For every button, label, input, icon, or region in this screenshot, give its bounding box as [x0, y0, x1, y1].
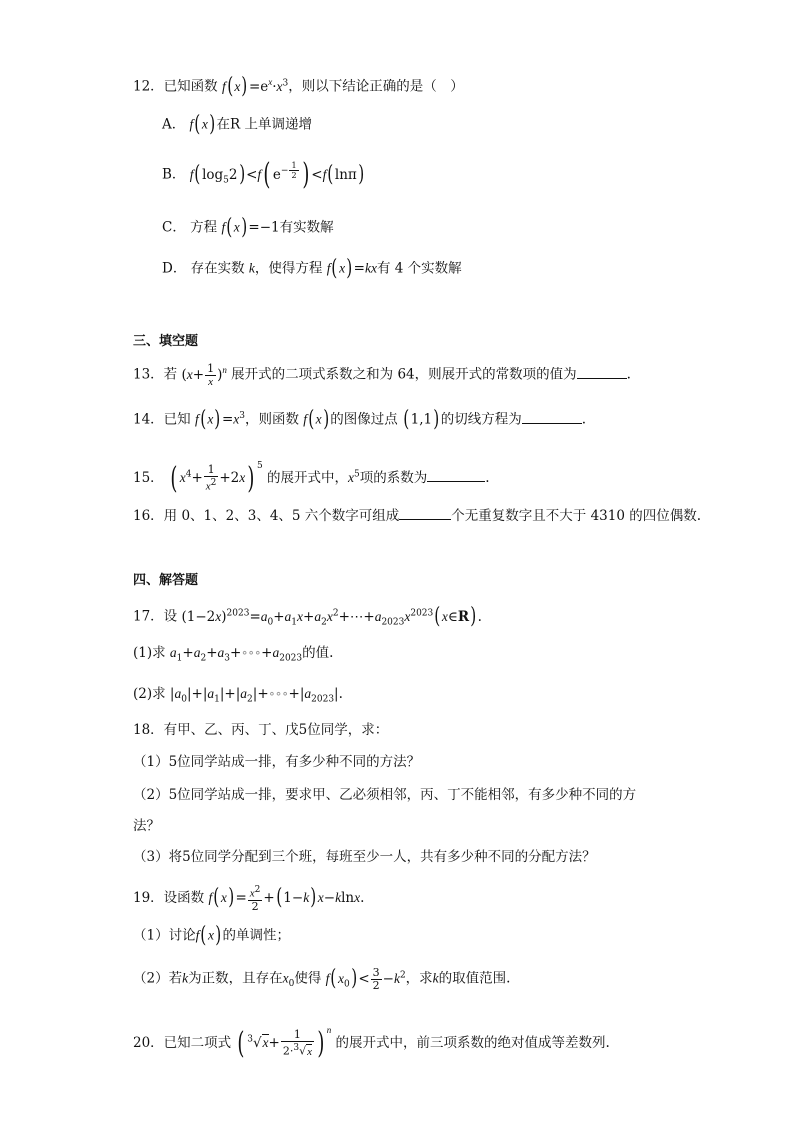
option-label: D．	[162, 260, 187, 277]
q15-text-b: 的展开式中，	[267, 470, 349, 486]
q19-part2: （2）若k为正数，且存在$x_0$使得 $f(x_0)<$ $\frac{3}{2}$ $-k^2$，求k的取值范围.	[133, 965, 511, 992]
q18-part2: （2）5位同学站成一排，要求甲、乙必须相邻，丙、丁不能相邻，有多少种不同的方	[133, 787, 637, 803]
q17-part1	[133, 643, 333, 669]
answer-blank[interactable]	[577, 364, 627, 379]
option-c-text-tail: 有实数解	[279, 219, 334, 236]
q13-text-tail: 展开式的二项式系数之和为 64，则展开式的常数项的值为	[231, 366, 577, 383]
q19-part2-tail: 的取值范围.	[438, 970, 511, 987]
q13-end: .	[626, 366, 631, 383]
q17-text: 17．设	[133, 608, 178, 625]
q16-text-tail: 个无重复数字且不大于 4310 的四位偶数.	[451, 508, 702, 524]
q20-text: 20．已知二项式	[133, 1035, 232, 1051]
q20-formula: ( $^3$√x+ $\frac{1}{2\cdot^3√x}$ ) $^n$	[237, 1025, 332, 1061]
q13	[133, 360, 631, 388]
q15: 15． ( $x^4+$ $\frac{1}{x^2}$ +2x) $^5$ 的展开式中，$x^5$项的系数为 .	[133, 460, 490, 496]
q17-part2-formula: $|a_0|+|a_1|+|a_2|+\circ\circ\circ+|a_{2023}|$	[169, 686, 339, 705]
q15-text: 15．	[133, 470, 164, 486]
q12-option-c: C． 方程 f(x)=−1有实数解	[162, 215, 334, 240]
option-label: A．	[162, 116, 186, 133]
q15-end: .	[485, 470, 490, 486]
q19-text: 19．设函数	[133, 889, 205, 906]
q16	[133, 505, 701, 526]
q19-part2-text-d: ，求	[405, 970, 433, 987]
q13-formula: (x+ $\frac{1}{x}$ )$^n$	[181, 361, 227, 388]
q18-stem: 18．有甲、乙、丙、丁、戊5位同学，求：	[133, 722, 389, 738]
q17-part1-text: (1)求	[133, 645, 166, 661]
q19-part2-text: （2）若	[133, 970, 183, 987]
q14-text: 14．已知	[133, 411, 191, 428]
option-d-text-tail: 有 4 个实数解	[376, 260, 462, 277]
q19-part1-tail: 的单调性；	[222, 927, 291, 944]
q15-text-c: 项的系数为	[359, 470, 428, 486]
q14-text-c: 的图像过点	[330, 411, 398, 428]
q17-part1-tail: 的值.	[302, 645, 334, 661]
q19-part2-text-c: 使得	[294, 970, 322, 987]
option-d-text: 存在实数	[190, 260, 245, 277]
answer-blank[interactable]	[522, 409, 582, 424]
q12-option-a: A． f(x)在R 上单调递增	[162, 112, 312, 137]
q17-part2-tail: .	[338, 686, 343, 702]
option-label: B．	[162, 166, 186, 183]
q17-part2-text: (2)求	[133, 686, 166, 702]
q19-formula: f(x)= $\frac{x^2}{2}$ +(1−k)x−klnx.	[208, 885, 365, 913]
q18-part1: （1）5位同学站成一排，有多少种不同的方法？	[133, 754, 421, 770]
option-b-formula: $f(\log_52)<f$( $e^{- \frac{1}{2}}$ ) <f(lnπ)	[189, 157, 365, 192]
q15-formula: ( $x^4+$ $\frac{1}{x^2}$ +2x) $^5$	[170, 460, 263, 496]
option-label: C．	[162, 219, 186, 236]
q18-part2-cont: 法？	[133, 818, 160, 834]
q20-stem	[133, 1020, 610, 1059]
q12-stem	[133, 72, 464, 98]
q19-stem	[133, 884, 364, 913]
answer-blank[interactable]	[399, 505, 451, 520]
q16-text: 16．用 0、1、2、3、4、5 六个数字可组成	[133, 508, 400, 524]
q17-stem	[133, 603, 482, 632]
q20-text-tail: 的展开式中，前三项系数的绝对值成等差数列.	[335, 1035, 610, 1051]
q19-part1-text: （1）讨论	[133, 927, 196, 944]
q18-part3: （3）将5位同学分配到三个班，每班至少一人，共有多少种不同的分配方法？	[133, 849, 596, 865]
q12-option-d: D． 存在实数 k，使得方程 f(x)=kx有 4 个实数解	[162, 256, 462, 281]
q19-part2-formula: $f(x_0)<$ $\frac{3}{2}$ $-k^2$	[325, 965, 406, 992]
q17-formula: $(1-2x)^{2023}=a_0+a_1x+a_2x^2+\cdots+a_{2023}x^{2023}(x\in R)$.	[181, 604, 482, 629]
option-c-text: 方程	[190, 219, 218, 236]
option-d-text-mid: ，使得方程	[254, 260, 323, 277]
option-a-text: 在R 上单调递增	[216, 116, 312, 133]
q17-part1-formula: $a_1+a_2+a_3+\circ\circ\circ+a_{2023}$	[169, 645, 303, 664]
q19-part1: （1）讨论f(x)的单调性；	[133, 923, 291, 948]
section-title-solutions: 四、解答题	[133, 573, 199, 588]
q12-option-b	[162, 157, 365, 192]
q19-part2-text-b: 为正数，且存在	[188, 970, 283, 987]
q14-text-b: ，则函数	[244, 411, 299, 428]
q12-stem-text: 12．已知函数	[133, 78, 218, 95]
q12-stem-tail: ，则以下结论正确的是（ ）	[288, 78, 464, 95]
answer-blank[interactable]	[427, 467, 485, 482]
q14-text-d: 的切线方程为	[440, 411, 522, 428]
q14: 14．已知 $f(x)=x^3$，则函数 f(x)的图像过点 (1,1)的切线方程为 .	[133, 407, 586, 432]
section-title-fill-in: 三、填空题	[133, 334, 199, 349]
q13-text: 13．若	[133, 366, 178, 383]
q12-formula: $f(x)=e^x\cdot x^3$	[221, 74, 289, 99]
q17-part2	[133, 684, 343, 710]
q14-end: .	[581, 411, 586, 428]
